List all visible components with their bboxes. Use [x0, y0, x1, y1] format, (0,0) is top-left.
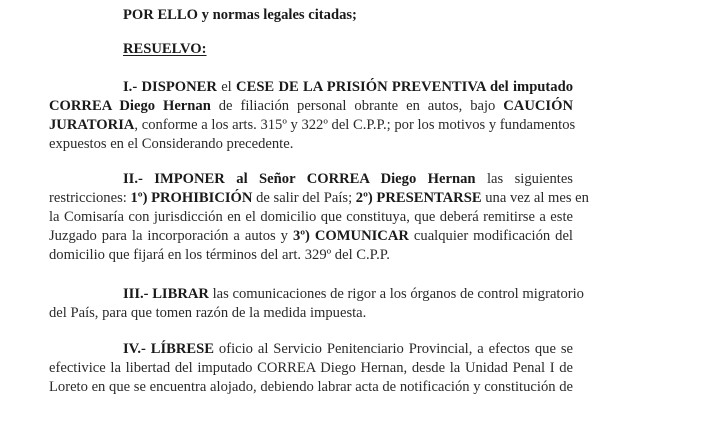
- resuelvo-heading: [123, 40, 573, 59]
- text-segment: expuestos en el Considerando precedente.: [49, 136, 294, 152]
- section-iv-line-1: [123, 340, 573, 359]
- text-segment: JURATORIA: [49, 117, 135, 133]
- text-segment: las comunicaciones de rigor a los órganos de control migratorio: [208, 286, 584, 302]
- section-ii-line-4: [49, 227, 573, 246]
- text-segment: las siguientes: [475, 171, 573, 187]
- section-i-line-2: [49, 97, 573, 116]
- text-segment: II.- IMPONER al Señor CORREA Diego Hernan: [123, 171, 476, 187]
- text-segment: una vez al mes en: [481, 190, 589, 206]
- section-ii-line-2: [49, 189, 589, 208]
- section-ii-line-1: [123, 170, 573, 189]
- section-ii-line-5: [49, 246, 573, 265]
- text-segment: oficio al Servicio Penitenciario Provincial, a efectos que se: [214, 341, 574, 357]
- text-segment: 1º) PROHIBICIÓN: [130, 190, 253, 206]
- text-segment: CAUCIÓN: [503, 98, 573, 114]
- text-segment: cualquier modificación del: [408, 228, 573, 244]
- text-segment: IV.- LÍBRESE: [123, 341, 215, 357]
- text-segment: Juzgado para la incorporación a autos y: [49, 228, 293, 244]
- text-segment: Loreto en que se encuentra alojado, debiendo labrar acta de notificación y constitución de: [49, 379, 573, 395]
- section-iii-line-2: [49, 304, 573, 323]
- section-ii-line-3: [49, 208, 573, 227]
- resuelvo-text: RESUELVO:: [123, 41, 207, 57]
- section-i-line-3: [49, 116, 576, 135]
- text-segment: CORREA Diego Hernan: [49, 98, 211, 114]
- text-segment: del imputado: [485, 79, 573, 95]
- section-i-line-1: [123, 78, 573, 97]
- text-segment: CESE DE LA PRISIÓN PREVENTIVA: [236, 79, 486, 95]
- text-segment: el: [216, 79, 237, 95]
- text-segment: domicilio que fijará en los términos del art. 329º del C.P.P.: [49, 247, 390, 263]
- section-iv-line-2: [49, 359, 573, 378]
- text-segment: del País, para que tomen razón de la medida impuesta.: [49, 305, 367, 321]
- text-segment: de filiación personal obrante en autos, bajo: [210, 98, 504, 114]
- section-i-line-4: [49, 135, 573, 154]
- text-segment: 3º) COMUNICAR: [292, 228, 409, 244]
- intro-text: POR ELLO y normas legales citadas;: [123, 7, 357, 23]
- text-segment: III.- LIBRAR: [123, 286, 209, 302]
- text-segment: la Comisaría con jurisdicción en el domicilio que constituya, que deberá remitirse a este: [49, 209, 573, 225]
- text-segment: efectivice la libertad del imputado CORREA Diego Hernan, desde la Unidad Penal I de: [49, 360, 573, 376]
- text-segment: 2º) PRESENTARSE: [355, 190, 482, 206]
- text-segment: , conforme a los arts. 315º y 322º del C.P.P.; por los motivos y fundamentos: [134, 117, 576, 133]
- text-segment: restricciones:: [49, 190, 131, 206]
- section-iv-line-3: [49, 378, 573, 397]
- text-segment: I.- DISPONER: [123, 79, 217, 95]
- section-iii-line-1: [123, 285, 584, 304]
- intro-line: [123, 6, 573, 25]
- text-segment: de salir del País;: [252, 190, 356, 206]
